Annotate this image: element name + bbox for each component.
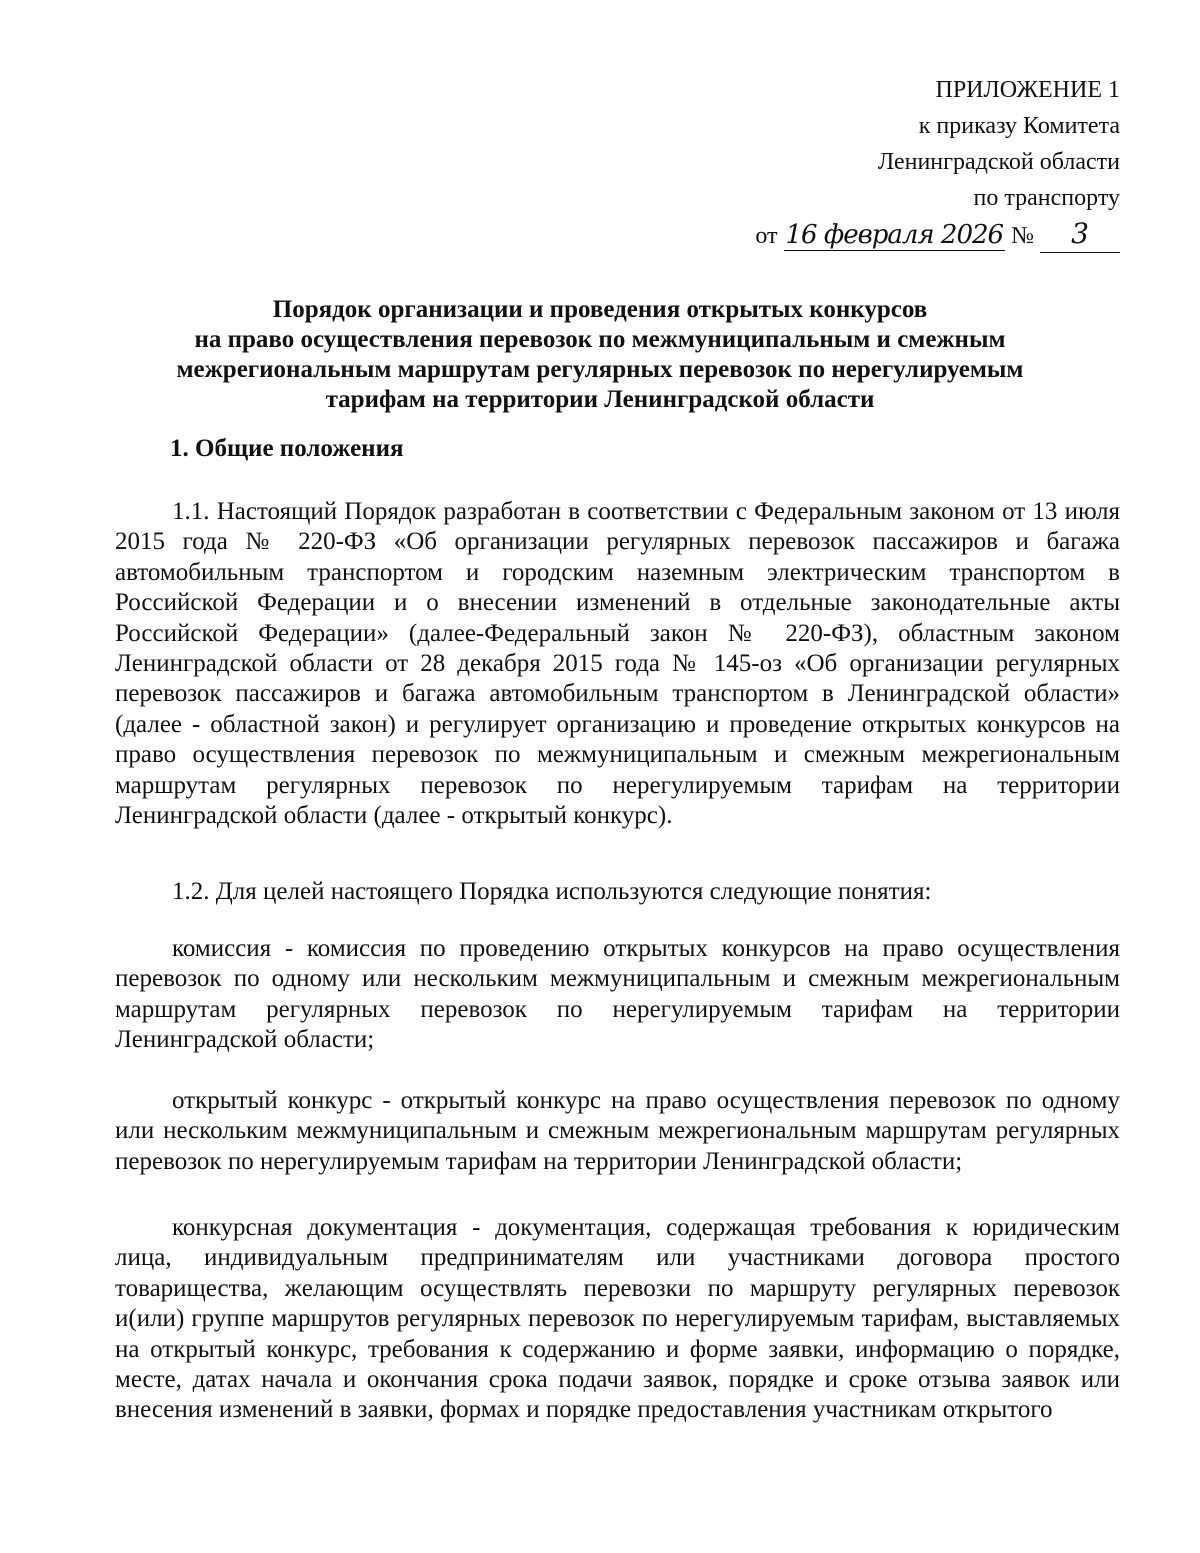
- number-label: №: [1011, 223, 1034, 249]
- document-title: [100, 295, 1100, 415]
- committee-field: по транспорту: [973, 185, 1120, 211]
- committee-region: Ленинградской области: [877, 149, 1120, 175]
- title-line-1: Порядок организации и проведения открытых конкурсов: [272, 296, 928, 323]
- handwritten-date: 16 февраля 2026: [785, 220, 1004, 250]
- definition-competition-documentation: конкурсная документация - документация, содержащая требования к юридическим лица, индивидуальным предпринимателям или участниками договора простого товарищества, желающим осуществлять перевозки по маршруту регулярных перевозок и(или) группе маршрутов регулярных перевозок по нерегулируемым тарифам, выставляемых на открытый конкурс, требования к содержанию и форме заявки, информацию о порядке, месте, датах начала и окончания срока подачи заявок, порядке и сроке отзыва заявок или внесения изменений в заявки, формах и порядке предоставления участникам открытого: [115, 1214, 1120, 1424]
- title-line-4: тарифам на территории Ленинградской области: [325, 386, 875, 413]
- from-label: от: [755, 223, 778, 249]
- order-reference: к приказу Комитета: [918, 113, 1120, 139]
- section-heading: 1. Общие положения: [170, 435, 404, 462]
- order-date-row: [700, 216, 1120, 254]
- definition-open-competition: открытый конкурс - открытый конкурс на право осуществления перевозок по одному или нескольким межмуниципальным и смежным межрегиональным маршрутам регулярных перевозок по нерегулируемым тарифам на территории Ленинградской области;: [115, 1087, 1120, 1175]
- approval-block: [700, 72, 1120, 254]
- appendix-label: ПРИЛОЖЕНИЕ 1: [935, 77, 1120, 103]
- title-line-2: на право осуществления перевозок по межмуниципальным и смежным: [194, 326, 1006, 353]
- definition-commission: комиссия - комиссия по проведению открытых конкурсов на право осуществления перевозок по одному или нескольким межмуниципальным и смежным межрегиональным маршрутам регулярных перевозок по нерегулируемым тарифам на территории Ленинградской области;: [115, 935, 1120, 1054]
- handwritten-number: 3: [1040, 216, 1120, 253]
- title-line-3: межрегиональным маршрутам регулярных перевозок по нерегулируемым: [176, 356, 1024, 383]
- paragraph-1-2: 1.2. Для целей настоящего Порядка используются следующие понятия:: [172, 878, 932, 905]
- paragraph-1-1: 1.1. Настоящий Порядок разработан в соответствии с Федеральным законом от 13 июля 2015 года № 220-ФЗ «Об организации регулярных перевозок пассажиров и багажа автомобильным транспортом и городским наземным электрическим транспортом в Российской Федерации и о внесении изменений в отдельные законодательные акты Российской Федерации» (далее-Федеральный закон № 220-ФЗ), областным законом Ленинградской области от 28 декабря 2015 года № 145-оз «Об организации регулярных перевозок пассажиров и багажа автомобильным транспортом в Ленинградской области» (далее - областной закон) и регулирует организацию и проведение открытых конкурсов на право осуществления перевозок по межмуниципальным и смежным межрегиональным маршрутам регулярных перевозок по нерегулируемым тарифам на территории Ленинградской области (далее - открытый конкурс).: [115, 498, 1120, 830]
